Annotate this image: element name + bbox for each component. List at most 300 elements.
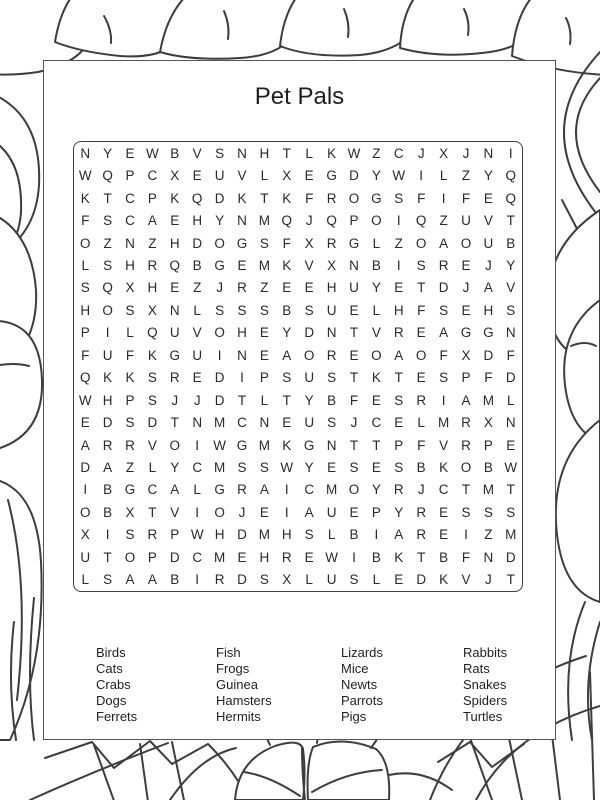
grid-cell[interactable]: H: [281, 527, 292, 543]
grid-cell[interactable]: X: [147, 302, 157, 318]
grid-cell[interactable]: D: [237, 572, 247, 588]
grid-cell[interactable]: I: [396, 213, 401, 229]
grid-cell[interactable]: S: [327, 370, 337, 386]
grid-cell[interactable]: G: [124, 482, 136, 498]
grid-cell[interactable]: H: [393, 302, 404, 318]
grid-cell[interactable]: X: [125, 280, 135, 296]
grid-cell[interactable]: S: [327, 415, 337, 431]
grid-cell[interactable]: G: [371, 190, 382, 206]
grid-cell[interactable]: P: [461, 370, 471, 386]
grid-cell[interactable]: L: [507, 392, 515, 408]
grid-cell[interactable]: I: [284, 504, 289, 520]
grid-cell[interactable]: I: [441, 392, 446, 408]
grid-cell[interactable]: Y: [394, 504, 404, 520]
grid-cell[interactable]: D: [214, 392, 225, 408]
grid-cell[interactable]: S: [439, 302, 449, 318]
grid-cell[interactable]: G: [460, 325, 472, 341]
grid-cell[interactable]: C: [192, 549, 203, 565]
grid-cell[interactable]: H: [237, 325, 247, 341]
grid-cell[interactable]: G: [236, 235, 248, 251]
grid-cell[interactable]: L: [305, 145, 313, 161]
grid-cell[interactable]: I: [195, 437, 200, 453]
grid-cell[interactable]: U: [304, 370, 315, 386]
grid-cell[interactable]: T: [394, 370, 403, 386]
grid-cell[interactable]: E: [259, 504, 269, 520]
grid-cell[interactable]: H: [102, 392, 113, 408]
grid-cell[interactable]: J: [462, 280, 470, 296]
grid-cell[interactable]: I: [464, 527, 468, 543]
grid-cell[interactable]: M: [325, 482, 338, 498]
grid-cell[interactable]: K: [394, 549, 404, 565]
grid-cell[interactable]: S: [147, 392, 157, 408]
grid-cell[interactable]: R: [416, 392, 427, 408]
grid-cell[interactable]: P: [80, 325, 90, 341]
grid-cell[interactable]: T: [103, 190, 112, 206]
grid-cell[interactable]: B: [170, 145, 180, 161]
grid-cell[interactable]: F: [81, 347, 90, 363]
grid-cell[interactable]: D: [214, 190, 225, 206]
grid-cell[interactable]: D: [304, 325, 315, 341]
grid-cell[interactable]: K: [237, 190, 247, 206]
grid-cell[interactable]: E: [371, 460, 381, 476]
grid-cell[interactable]: S: [304, 527, 314, 543]
grid-cell[interactable]: E: [394, 415, 404, 431]
grid-cell[interactable]: T: [237, 392, 247, 408]
grid-cell[interactable]: R: [147, 527, 158, 543]
grid-cell[interactable]: Q: [505, 190, 517, 206]
grid-cell[interactable]: K: [282, 257, 292, 273]
grid-cell[interactable]: E: [416, 370, 426, 386]
grid-cell[interactable]: L: [148, 460, 157, 476]
grid-cell[interactable]: O: [303, 347, 315, 363]
grid-cell[interactable]: J: [462, 145, 470, 161]
grid-cell[interactable]: V: [483, 213, 493, 229]
grid-cell[interactable]: Y: [371, 280, 381, 296]
grid-cell[interactable]: V: [371, 325, 381, 341]
grid-cell[interactable]: Y: [170, 460, 180, 476]
grid-cell[interactable]: D: [147, 415, 158, 431]
grid-cell[interactable]: C: [304, 482, 315, 498]
grid-cell[interactable]: X: [282, 572, 292, 588]
grid-cell[interactable]: E: [439, 527, 449, 543]
grid-cell[interactable]: R: [326, 190, 337, 206]
grid-cell[interactable]: P: [371, 504, 381, 520]
grid-cell[interactable]: H: [169, 235, 180, 251]
grid-cell[interactable]: O: [415, 347, 427, 363]
grid-cell[interactable]: B: [192, 257, 202, 273]
grid-cell[interactable]: A: [80, 437, 90, 453]
grid-cell[interactable]: T: [417, 549, 426, 565]
grid-cell[interactable]: E: [461, 257, 471, 273]
grid-cell[interactable]: L: [327, 527, 336, 543]
grid-cell[interactable]: S: [394, 190, 404, 206]
grid-cell[interactable]: U: [483, 235, 494, 251]
grid-cell[interactable]: H: [125, 257, 135, 273]
grid-cell[interactable]: X: [327, 257, 337, 273]
grid-cell[interactable]: O: [79, 504, 91, 520]
grid-cell[interactable]: S: [237, 302, 247, 318]
grid-cell[interactable]: Q: [147, 325, 158, 341]
grid-cell[interactable]: E: [483, 190, 493, 206]
grid-cell[interactable]: C: [438, 482, 449, 498]
grid-cell[interactable]: N: [192, 415, 203, 431]
grid-cell[interactable]: P: [125, 392, 135, 408]
grid-cell[interactable]: T: [103, 549, 112, 565]
grid-cell[interactable]: J: [238, 504, 246, 520]
grid-cell[interactable]: F: [417, 437, 426, 453]
grid-cell[interactable]: O: [348, 190, 360, 206]
grid-cell[interactable]: K: [147, 347, 157, 363]
grid-cell[interactable]: E: [259, 347, 269, 363]
grid-cell[interactable]: O: [102, 302, 113, 318]
grid-cell[interactable]: C: [147, 482, 158, 498]
grid-cell[interactable]: O: [214, 325, 225, 341]
grid-cell[interactable]: J: [305, 213, 313, 229]
grid-cell[interactable]: B: [483, 460, 493, 476]
grid-cell[interactable]: B: [439, 549, 449, 565]
grid-cell[interactable]: F: [282, 235, 291, 251]
grid-cell[interactable]: Y: [483, 168, 493, 184]
grid-cell[interactable]: L: [193, 482, 201, 498]
grid-cell[interactable]: Z: [372, 145, 381, 161]
grid-cell[interactable]: Z: [103, 235, 112, 251]
grid-cell[interactable]: F: [461, 549, 471, 565]
grid-cell[interactable]: N: [259, 415, 270, 431]
grid-cell[interactable]: H: [259, 145, 270, 161]
grid-cell[interactable]: U: [214, 168, 225, 184]
grid-cell[interactable]: M: [437, 415, 450, 431]
grid-cell[interactable]: G: [214, 482, 225, 498]
grid-cell[interactable]: D: [505, 549, 516, 565]
grid-cell[interactable]: A: [304, 504, 314, 520]
grid-cell[interactable]: A: [147, 572, 157, 588]
grid-cell[interactable]: W: [280, 460, 294, 476]
grid-cell[interactable]: S: [506, 302, 516, 318]
grid-cell[interactable]: S: [125, 302, 135, 318]
grid-cell[interactable]: O: [348, 482, 360, 498]
grid-cell[interactable]: P: [170, 527, 180, 543]
grid-cell[interactable]: I: [105, 527, 110, 543]
grid-cell[interactable]: R: [326, 347, 337, 363]
grid-cell[interactable]: U: [461, 213, 471, 229]
grid-cell[interactable]: S: [215, 145, 225, 161]
grid-cell[interactable]: W: [78, 392, 92, 408]
grid-cell[interactable]: N: [237, 145, 247, 161]
grid-cell[interactable]: U: [192, 347, 203, 363]
grid-cell[interactable]: E: [80, 415, 90, 431]
grid-cell[interactable]: X: [125, 504, 135, 520]
grid-cell[interactable]: M: [482, 392, 495, 408]
grid-cell[interactable]: X: [170, 168, 180, 184]
grid-cell[interactable]: I: [352, 549, 356, 565]
grid-cell[interactable]: N: [505, 415, 516, 431]
grid-cell[interactable]: I: [217, 347, 222, 363]
grid-cell[interactable]: N: [80, 145, 91, 161]
grid-cell[interactable]: S: [237, 460, 247, 476]
grid-cell[interactable]: M: [258, 257, 271, 273]
grid-cell[interactable]: S: [304, 302, 314, 318]
grid-cell[interactable]: H: [192, 213, 203, 229]
grid-cell[interactable]: V: [170, 504, 180, 520]
grid-cell[interactable]: L: [372, 235, 381, 251]
grid-cell[interactable]: A: [282, 347, 292, 363]
grid-cell[interactable]: R: [237, 482, 247, 498]
grid-cell[interactable]: P: [483, 437, 493, 453]
grid-cell[interactable]: U: [80, 549, 91, 565]
grid-cell[interactable]: R: [326, 235, 337, 251]
grid-cell[interactable]: I: [374, 527, 379, 543]
grid-cell[interactable]: Y: [215, 213, 225, 229]
grid-cell[interactable]: E: [259, 325, 269, 341]
grid-cell[interactable]: S: [259, 572, 269, 588]
grid-cell[interactable]: O: [371, 347, 382, 363]
grid-cell[interactable]: Y: [103, 145, 113, 161]
grid-cell[interactable]: X: [439, 145, 449, 161]
grid-cell[interactable]: C: [371, 415, 382, 431]
grid-cell[interactable]: Z: [193, 280, 202, 296]
grid-cell[interactable]: S: [483, 504, 493, 520]
grid-cell[interactable]: K: [282, 190, 292, 206]
grid-cell[interactable]: V: [304, 257, 314, 273]
grid-cell[interactable]: E: [237, 549, 247, 565]
grid-cell[interactable]: D: [438, 280, 449, 296]
grid-cell[interactable]: U: [304, 415, 315, 431]
grid-cell[interactable]: H: [147, 280, 158, 296]
grid-cell[interactable]: W: [347, 145, 361, 161]
grid-cell[interactable]: Y: [282, 325, 292, 341]
grid-cell[interactable]: I: [83, 482, 88, 498]
grid-cell[interactable]: E: [394, 572, 404, 588]
grid-cell[interactable]: B: [327, 392, 337, 408]
grid-cell[interactable]: W: [213, 437, 226, 453]
grid-cell[interactable]: H: [214, 527, 225, 543]
grid-cell[interactable]: Z: [260, 280, 269, 296]
grid-cell[interactable]: I: [195, 572, 200, 588]
grid-cell[interactable]: J: [171, 392, 179, 408]
grid-cell[interactable]: P: [125, 168, 135, 184]
grid-cell[interactable]: O: [460, 460, 472, 476]
grid-cell[interactable]: R: [393, 325, 404, 341]
grid-cell[interactable]: S: [103, 572, 113, 588]
grid-cell[interactable]: L: [81, 257, 89, 273]
grid-cell[interactable]: O: [169, 437, 181, 453]
grid-cell[interactable]: K: [327, 145, 337, 161]
grid-cell[interactable]: S: [439, 370, 449, 386]
grid-cell[interactable]: Q: [505, 168, 517, 184]
grid-cell[interactable]: G: [348, 235, 360, 251]
grid-cell[interactable]: B: [170, 572, 180, 588]
grid-cell[interactable]: Z: [148, 235, 157, 251]
grid-cell[interactable]: I: [195, 504, 200, 520]
grid-cell[interactable]: P: [394, 437, 404, 453]
grid-cell[interactable]: R: [461, 437, 471, 453]
grid-cell[interactable]: L: [372, 302, 381, 318]
grid-cell[interactable]: P: [349, 213, 359, 229]
grid-cell[interactable]: Q: [281, 213, 293, 229]
grid-cell[interactable]: S: [461, 504, 471, 520]
grid-cell[interactable]: S: [125, 527, 135, 543]
grid-cell[interactable]: E: [304, 168, 314, 184]
grid-cell[interactable]: O: [79, 235, 91, 251]
grid-cell[interactable]: E: [327, 460, 337, 476]
grid-cell[interactable]: L: [305, 572, 313, 588]
grid-cell[interactable]: S: [259, 302, 269, 318]
grid-cell[interactable]: S: [259, 235, 269, 251]
grid-cell[interactable]: L: [439, 168, 448, 184]
grid-cell[interactable]: A: [147, 213, 157, 229]
grid-cell[interactable]: G: [483, 325, 494, 341]
grid-cell[interactable]: T: [349, 370, 359, 386]
grid-cell[interactable]: A: [170, 482, 180, 498]
grid-cell[interactable]: R: [416, 504, 427, 520]
grid-cell[interactable]: V: [506, 280, 516, 296]
grid-cell[interactable]: L: [372, 572, 381, 588]
grid-cell[interactable]: N: [505, 325, 516, 341]
grid-cell[interactable]: Z: [394, 235, 403, 251]
grid-cell[interactable]: L: [417, 415, 425, 431]
grid-cell[interactable]: Z: [484, 527, 493, 543]
grid-cell[interactable]: F: [305, 190, 314, 206]
grid-cell[interactable]: L: [260, 392, 269, 408]
grid-cell[interactable]: B: [371, 549, 381, 565]
grid-cell[interactable]: N: [237, 213, 247, 229]
grid-cell[interactable]: M: [213, 415, 226, 431]
grid-cell[interactable]: V: [147, 437, 157, 453]
grid-cell[interactable]: S: [80, 280, 90, 296]
grid-cell[interactable]: K: [439, 460, 449, 476]
grid-cell[interactable]: N: [326, 437, 337, 453]
grid-cell[interactable]: A: [103, 460, 113, 476]
grid-cell[interactable]: T: [282, 145, 291, 161]
grid-cell[interactable]: T: [461, 482, 471, 498]
grid-cell[interactable]: I: [240, 370, 244, 386]
grid-cell[interactable]: V: [237, 168, 247, 184]
grid-cell[interactable]: I: [284, 482, 289, 498]
grid-cell[interactable]: D: [102, 415, 113, 431]
grid-cell[interactable]: Y: [304, 460, 314, 476]
grid-cell[interactable]: P: [147, 190, 157, 206]
grid-cell[interactable]: S: [125, 415, 135, 431]
grid-cell[interactable]: R: [237, 280, 247, 296]
grid-cell[interactable]: E: [416, 325, 426, 341]
grid-cell[interactable]: O: [371, 213, 382, 229]
grid-cell[interactable]: B: [103, 482, 113, 498]
grid-cell[interactable]: M: [258, 213, 271, 229]
grid-cell[interactable]: S: [394, 460, 404, 476]
grid-cell[interactable]: B: [349, 527, 359, 543]
grid-cell[interactable]: F: [81, 213, 90, 229]
grid-cell[interactable]: G: [326, 168, 337, 184]
grid-cell[interactable]: M: [258, 527, 271, 543]
grid-cell[interactable]: S: [394, 392, 404, 408]
grid-cell[interactable]: A: [439, 325, 449, 341]
grid-cell[interactable]: I: [441, 190, 446, 206]
grid-cell[interactable]: S: [215, 302, 225, 318]
grid-cell[interactable]: E: [170, 213, 180, 229]
grid-cell[interactable]: T: [372, 437, 381, 453]
grid-cell[interactable]: J: [193, 392, 201, 408]
grid-cell[interactable]: V: [192, 325, 202, 341]
grid-cell[interactable]: G: [169, 347, 181, 363]
grid-cell[interactable]: Z: [439, 213, 448, 229]
grid-cell[interactable]: S: [259, 460, 269, 476]
grid-cell[interactable]: J: [417, 482, 425, 498]
grid-cell[interactable]: K: [170, 190, 180, 206]
grid-cell[interactable]: D: [483, 347, 494, 363]
grid-cell[interactable]: T: [148, 504, 157, 520]
grid-cell[interactable]: K: [439, 572, 449, 588]
grid-cell[interactable]: K: [103, 370, 113, 386]
grid-cell[interactable]: Q: [79, 370, 91, 386]
grid-cell[interactable]: A: [461, 392, 471, 408]
grid-cell[interactable]: E: [461, 302, 471, 318]
grid-cell[interactable]: U: [169, 325, 180, 341]
grid-cell[interactable]: L: [260, 168, 269, 184]
grid-cell[interactable]: E: [237, 257, 247, 273]
grid-cell[interactable]: A: [439, 235, 449, 251]
grid-cell[interactable]: D: [214, 370, 225, 386]
grid-cell[interactable]: S: [103, 213, 113, 229]
grid-cell[interactable]: E: [192, 168, 202, 184]
grid-cell[interactable]: O: [214, 504, 225, 520]
grid-cell[interactable]: I: [396, 257, 401, 273]
grid-cell[interactable]: D: [349, 168, 359, 184]
grid-cell[interactable]: L: [193, 302, 201, 318]
grid-cell[interactable]: L: [81, 572, 89, 588]
grid-cell[interactable]: F: [417, 302, 426, 318]
grid-cell[interactable]: O: [214, 235, 225, 251]
grid-cell[interactable]: W: [78, 168, 92, 184]
grid-cell[interactable]: R: [169, 370, 180, 386]
grid-cell[interactable]: W: [190, 527, 204, 543]
grid-cell[interactable]: Z: [125, 460, 135, 476]
grid-cell[interactable]: N: [169, 302, 180, 318]
grid-cell[interactable]: Q: [102, 280, 113, 296]
grid-cell[interactable]: N: [237, 347, 247, 363]
grid-cell[interactable]: M: [213, 549, 226, 565]
grid-cell[interactable]: E: [192, 370, 202, 386]
grid-cell[interactable]: B: [371, 257, 381, 273]
grid-cell[interactable]: E: [349, 302, 359, 318]
grid-cell[interactable]: E: [282, 415, 292, 431]
grid-cell[interactable]: M: [505, 527, 517, 543]
grid-cell[interactable]: M: [213, 460, 226, 476]
grid-cell[interactable]: R: [416, 527, 427, 543]
grid-cell[interactable]: C: [147, 168, 158, 184]
grid-cell[interactable]: V: [439, 437, 449, 453]
grid-cell[interactable]: B: [103, 504, 113, 520]
grid-cell[interactable]: F: [349, 392, 359, 408]
grid-cell[interactable]: D: [505, 370, 516, 386]
grid-cell[interactable]: B: [506, 235, 516, 251]
grid-cell[interactable]: T: [349, 437, 359, 453]
grid-cell[interactable]: H: [80, 302, 91, 318]
grid-cell[interactable]: F: [125, 347, 135, 363]
grid-cell[interactable]: Z: [461, 168, 471, 184]
grid-cell[interactable]: F: [506, 347, 515, 363]
grid-cell[interactable]: R: [214, 572, 225, 588]
grid-cell[interactable]: U: [326, 572, 337, 588]
grid-cell[interactable]: X: [304, 235, 314, 251]
grid-cell[interactable]: E: [506, 437, 516, 453]
grid-cell[interactable]: H: [259, 549, 270, 565]
grid-cell[interactable]: S: [349, 572, 359, 588]
grid-cell[interactable]: L: [126, 325, 134, 341]
grid-cell[interactable]: A: [394, 347, 404, 363]
grid-cell[interactable]: R: [461, 415, 471, 431]
grid-cell[interactable]: O: [415, 235, 427, 251]
grid-cell[interactable]: Q: [326, 213, 337, 229]
